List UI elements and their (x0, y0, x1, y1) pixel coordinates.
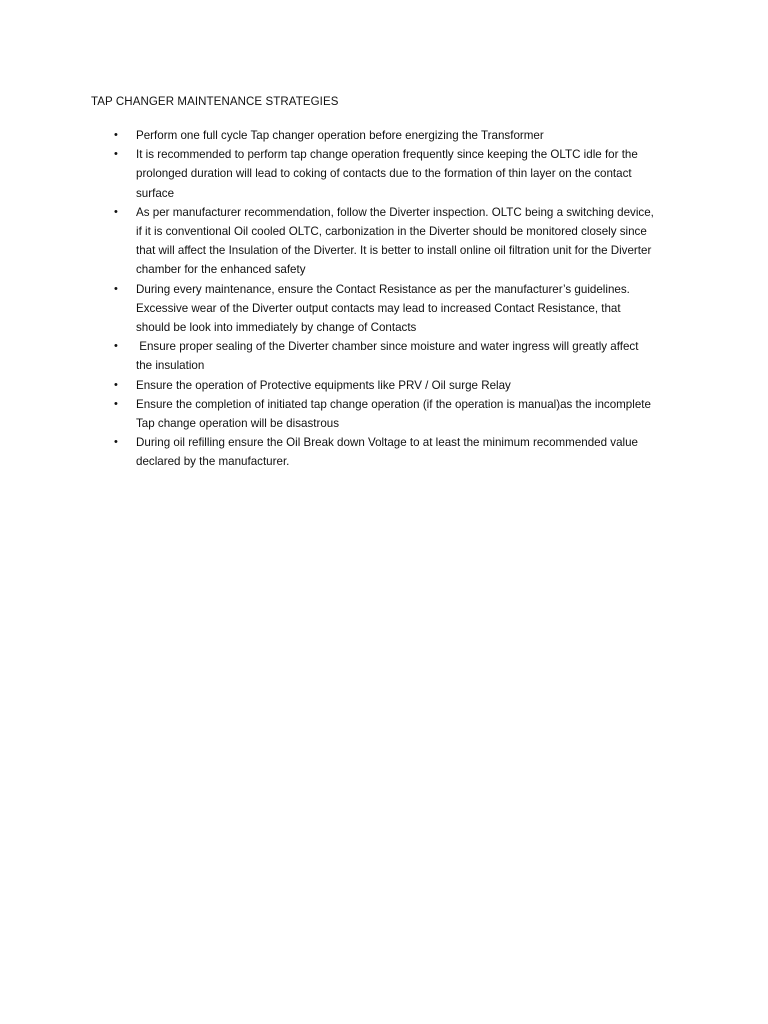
list-item-text: Ensure the operation of Protective equipments like PRV / Oil surge Relay (136, 378, 511, 392)
list-item-text: Ensure proper sealing of the Diverter chamber since moisture and water ingress will greatly affect the insulation (136, 340, 642, 373)
bullet-icon: • (114, 148, 118, 161)
list-item (91, 145, 656, 203)
list-item-text: It is recommended to perform tap change operation frequently since keeping the OLTC idle for the prolonged duration will lead to coking of contacts due to the formation of thin layer on the contact surface (136, 148, 638, 200)
bullet-icon: • (114, 436, 118, 449)
bullet-icon: • (114, 129, 118, 141)
list-item-text: Ensure the completion of initiated tap change operation (if the operation is manual)as the incomplete Tap change operation will be disastrous (136, 397, 651, 431)
list-item-text: During every maintenance, ensure the Contact Resistance as per the manufacturer’s guidelines. Excessive wear of the Diverter output contacts may lead to increased Contact Resistance, that should be look into immediately by change of Contacts (136, 282, 630, 335)
list-item (91, 280, 656, 338)
bullet-icon: • (114, 397, 118, 410)
strategy-list (91, 126, 691, 472)
list-item-text: Perform one full cycle Tap changer operation before energizing the Transformer (136, 129, 544, 142)
list-item (91, 433, 656, 471)
bullet-icon: • (114, 378, 118, 391)
list-item (91, 203, 656, 280)
bullet-icon: • (114, 340, 118, 353)
list-item (91, 376, 656, 395)
list-item (91, 395, 656, 433)
list-item-text: During oil refilling ensure the Oil Break down Voltage to at least the minimum recommended value declared by the manufacturer. (136, 436, 639, 469)
bullet-icon: • (114, 282, 118, 295)
document-content (91, 94, 691, 472)
list-item (91, 337, 656, 375)
bullet-icon: • (114, 205, 118, 218)
document-title: TAP CHANGER MAINTENANCE STRATEGIES (91, 96, 339, 108)
list-item (91, 126, 656, 145)
list-item-text: As per manufacturer recommendation, follow the Diverter inspection. OLTC being a switching device, if it is conventional Oil cooled OLTC, carbonization in the Diverter should be monitored closely since that will affect the Insulation of the Diverter. It is better to install online oil filtration unit for the Diverter chamber for the enhanced safety (136, 205, 654, 277)
